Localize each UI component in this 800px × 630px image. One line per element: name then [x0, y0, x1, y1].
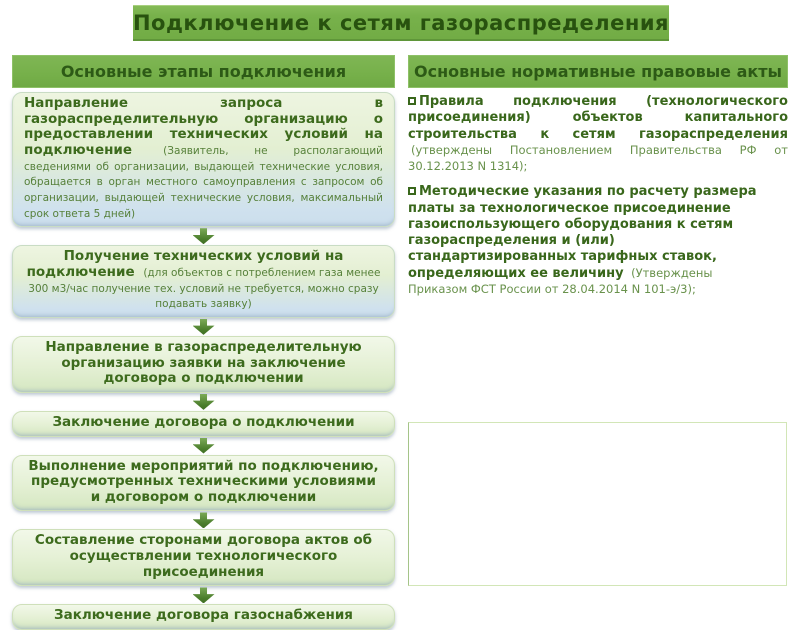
flow-step-1: [12, 92, 395, 227]
legal-act-item-2: [408, 184, 764, 298]
down-arrow-icon: [193, 394, 215, 410]
flow-step-6-text: Составление сторонами договора актов об осуществлении технологического присоединения: [34, 532, 373, 580]
square-bullet-icon: [408, 187, 416, 195]
flow-step-6: [12, 529, 395, 586]
down-arrow-icon: [193, 512, 215, 528]
empty-content-placeholder: [408, 422, 787, 586]
connection-steps-flowchart: [12, 92, 395, 630]
legal-act-item-1: [408, 94, 788, 175]
flow-step-2-note: (для объектов с потреблением газа менее 300 м3/час получение тех. условий не требуется, можно сразу подавать заявку): [28, 266, 381, 311]
flow-step-1-note: (Заявитель, не располагающий сведениями об организации, выдающей технические условия, обращается в орган местного самоуправления с запросом об организации, выдающей технические условия, максимальный срок ответа 5 дней): [24, 144, 383, 220]
flow-step-3-text: Направление в газораспределительную организацию заявки на заключение договора о подключении: [45, 338, 362, 387]
down-arrow-icon: [193, 438, 215, 454]
right-column-header-label: Основные нормативные правовые акты: [414, 62, 782, 81]
flow-step-2: [12, 245, 395, 318]
down-arrow-icon: [193, 228, 215, 244]
flow-step-3: [12, 336, 395, 393]
flow-step-7: [12, 604, 395, 630]
square-bullet-icon: [408, 97, 416, 105]
down-arrow-icon: [193, 319, 215, 335]
legal-act-2-text: Методические указания по расчету размера платы за технологическое присоединение газоиспользующего оборудования к сетям газораспределения и (или) стандартизированных тарифных ставок, определяющих ее величину: [408, 184, 757, 281]
legal-act-1-text: Правила подключения (технологического присоединения) объектов капитального строительства к сетям газораспределения: [408, 94, 788, 142]
legal-acts-list: [408, 94, 788, 298]
slide-title-bar: [133, 5, 669, 41]
flow-step-1-text: Направление запроса в газораспределительную организацию о предоставлении технических условий на подключение: [24, 95, 383, 158]
flow-step-2-text: Получение технических условий на подключение: [26, 248, 344, 280]
flow-step-4: [12, 411, 395, 437]
legal-act-2-note: (Утверждены Приказом ФСТ России от 28.04.2014 N 101-э/3);: [408, 265, 713, 296]
left-column-header-label: Основные этапы подключения: [60, 62, 347, 81]
right-column-header: [408, 55, 788, 88]
slide-title: Подключение к сетям газораспределения: [132, 10, 670, 35]
flow-step-7-text: Заключение договора газоснабжения: [54, 607, 353, 624]
left-column-header: [12, 55, 395, 88]
flow-step-4-text: Заключение договора о подключении: [52, 413, 355, 430]
down-arrow-icon: [193, 587, 215, 603]
flow-step-5: [12, 455, 395, 512]
flow-step-5-text: Выполнение мероприятий по подключению, предусмотренных техническими условиями и договором о подключении: [28, 457, 379, 505]
legal-act-1-note: (утверждены Постановлением Правительства РФ от 30.12.2013 N 1314);: [408, 142, 788, 173]
